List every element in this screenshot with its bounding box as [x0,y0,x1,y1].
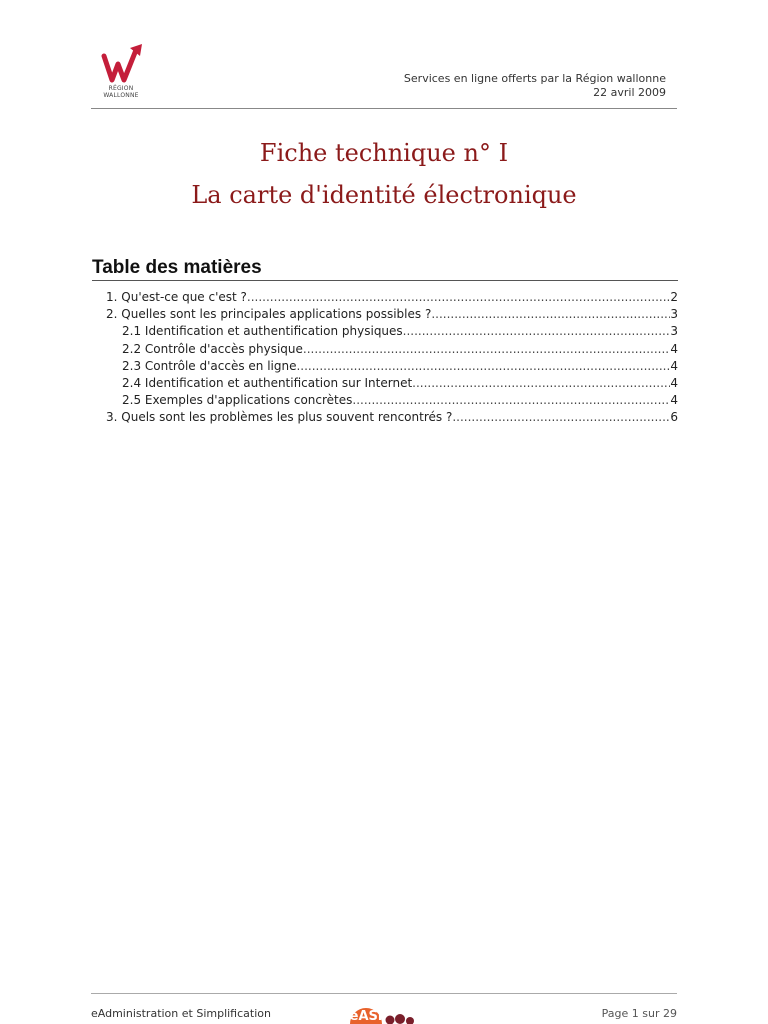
toc-entry-page: 6 [670,410,678,425]
page-number: Page 1 sur 29 [601,1007,677,1020]
document-header [404,72,666,100]
toc-entry-page: 4 [670,393,678,408]
toc-leader-dots [303,342,670,356]
toc-entry-page: 2 [670,290,678,304]
toc-leader-dots [431,307,670,321]
region-wallonne-logo [90,42,152,98]
toc-subentry[interactable] [92,359,678,376]
toc-entry[interactable] [92,290,678,307]
toc-subentry[interactable] [92,376,678,393]
document-title-line2: La carte d'identité électronique [191,181,577,209]
toc-leader-dots [412,376,670,390]
toc-subentry[interactable] [92,393,678,410]
toc-subentry[interactable] [92,342,678,359]
people-icon [386,1016,395,1024]
document-title-line1: Fiche technique n° I [259,139,509,167]
toc-entry[interactable] [92,307,678,324]
toc-entry-title: 2. Quelles sont les principales applications possibles ? [106,307,432,322]
toc-leader-dots [452,410,670,424]
toc-entry-page: 4 [670,375,678,390]
toc-entry-page: 4 [670,341,678,356]
table-of-contents [92,290,678,428]
toc-entry-title: 2.3 Contrôle d'accès en ligne [122,358,297,373]
header-date: 22 avril 2009 [593,86,666,99]
easi-logo [350,998,430,1024]
toc-leader-dots [296,359,670,373]
footer-department: eAdministration et Simplification [91,1007,271,1020]
toc-entry-title: 2.4 Identification et authentification sur Internet [122,375,413,390]
toc-entry-page: 3 [670,324,678,339]
people-icon [395,1014,405,1024]
toc-entry-title: 2.1 Identification et authentification physiques [122,324,403,339]
toc-heading: Table des matières [92,257,262,278]
toc-entry-title: 2.2 Contrôle d'accès physique [122,341,303,356]
toc-entry-title: 1. Qu'est-ce que c'est ? [106,290,247,304]
w-logo-icon [90,42,152,86]
toc-leader-dots [247,290,670,304]
toc-leader-dots [403,324,671,338]
toc-entry[interactable] [92,410,678,427]
footer-divider [91,993,677,994]
easi-logo-text: eASi [350,1009,383,1024]
toc-subentry[interactable] [92,324,678,341]
people-icon [406,1017,414,1024]
header-service-line: Services en ligne offerts par la Région wallonne [403,72,666,85]
toc-entry-title: 2.5 Exemples d'applications concrètes [122,393,353,408]
toc-divider [92,280,678,281]
toc-entry-title: 3. Quels sont les problèmes les plus souvent rencontrés ? [106,410,453,425]
toc-entry-page: 3 [670,307,678,322]
toc-leader-dots [352,393,670,407]
logo-caption: RÉGION WALLONNE [103,85,139,99]
header-divider [91,108,677,109]
toc-entry-page: 4 [670,358,678,373]
